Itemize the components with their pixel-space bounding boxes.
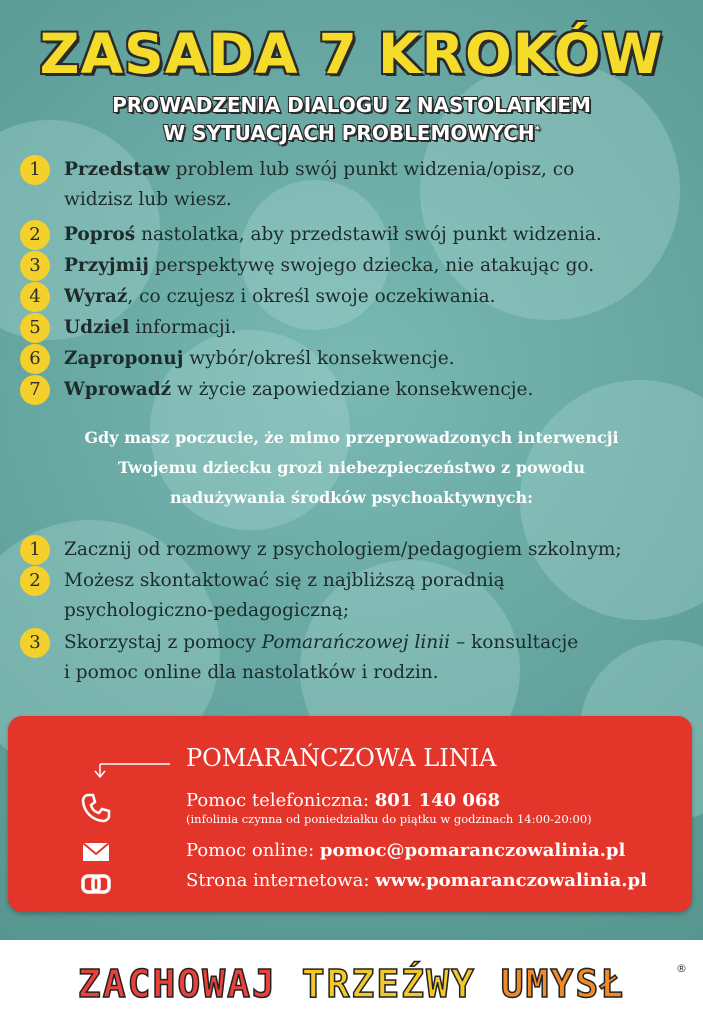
subtitle-line-2: W SYTUACJACH PROBLEMOWYCH* — [163, 121, 540, 145]
footnote-mark: * — [534, 124, 540, 136]
email-link[interactable]: pomoc@pomaranczowalinia.pl — [319, 840, 626, 861]
contact-box — [8, 716, 692, 912]
warning-line: Twojemu dziecku grozi niebezpieczeństwo z powodu — [118, 458, 585, 477]
contact-heading: POMARAŃCZOWA LINIA — [186, 744, 497, 772]
action-item: 3 Skorzystaj z pomocy Pomarańczowej linii – konsultacje i pomoc online dla nastolatków i rodzin. — [20, 628, 670, 690]
action-number-badge: 2 — [20, 566, 50, 596]
page-title: ZASADA 7 KROKÓW — [39, 22, 664, 86]
phone-line: Pomoc telefoniczna: 801 140 068 — [186, 790, 501, 811]
step-number-badge: 6 — [20, 344, 50, 374]
action-number-badge: 3 — [20, 628, 50, 658]
step-number-badge: 7 — [20, 375, 50, 405]
action-item: 2 Możesz skontaktować się z najbliższą poradnią psychologiczno-pedagogiczną; — [20, 566, 670, 628]
slogan — [0, 962, 703, 1006]
slogan-word: UMYSŁ — [500, 962, 626, 1006]
warning-line: nadużywania środków psychoaktywnych: — [169, 488, 534, 507]
online-line: Pomoc online: pomoc@pomaranczowalinia.pl — [186, 840, 626, 861]
slogan-word: TRZEŹWY — [301, 962, 476, 1006]
phone-number[interactable]: 801 140 068 — [374, 790, 501, 811]
phone-icon — [80, 792, 112, 824]
website-line: Strona internetowa: www.pomaranczowalinia.pl — [186, 870, 647, 891]
footer — [0, 940, 703, 1029]
slogan-word: ZACHOWAJ — [77, 962, 277, 1006]
step-number-badge: 1 — [20, 155, 50, 185]
phone-hours: (infolinia czynna od poniedziałku do piątku w godzinach 14:00-20:00) — [186, 812, 592, 826]
website-link[interactable]: www.pomaranczowalinia.pl — [375, 870, 647, 891]
step-number-badge: 5 — [20, 313, 50, 343]
link-icon — [80, 868, 112, 900]
step-number-badge: 2 — [20, 220, 50, 250]
step-item: 1 Przedstaw problem lub swój punkt widzenia/opisz, co widzisz lub wiesz. — [20, 155, 670, 217]
step-number-badge: 4 — [20, 282, 50, 312]
warning-line: Gdy masz poczucie, że mimo przeprowadzonych interwencji — [84, 428, 619, 447]
envelope-icon — [80, 836, 112, 868]
registered-mark: ® — [676, 962, 687, 975]
step-number-badge: 3 — [20, 251, 50, 281]
arrow-icon — [92, 760, 172, 780]
subtitle-line-1: PROWADZENIA DIALOGU Z NASTOLATKIEM — [112, 93, 591, 117]
action-number-badge: 1 — [20, 535, 50, 565]
